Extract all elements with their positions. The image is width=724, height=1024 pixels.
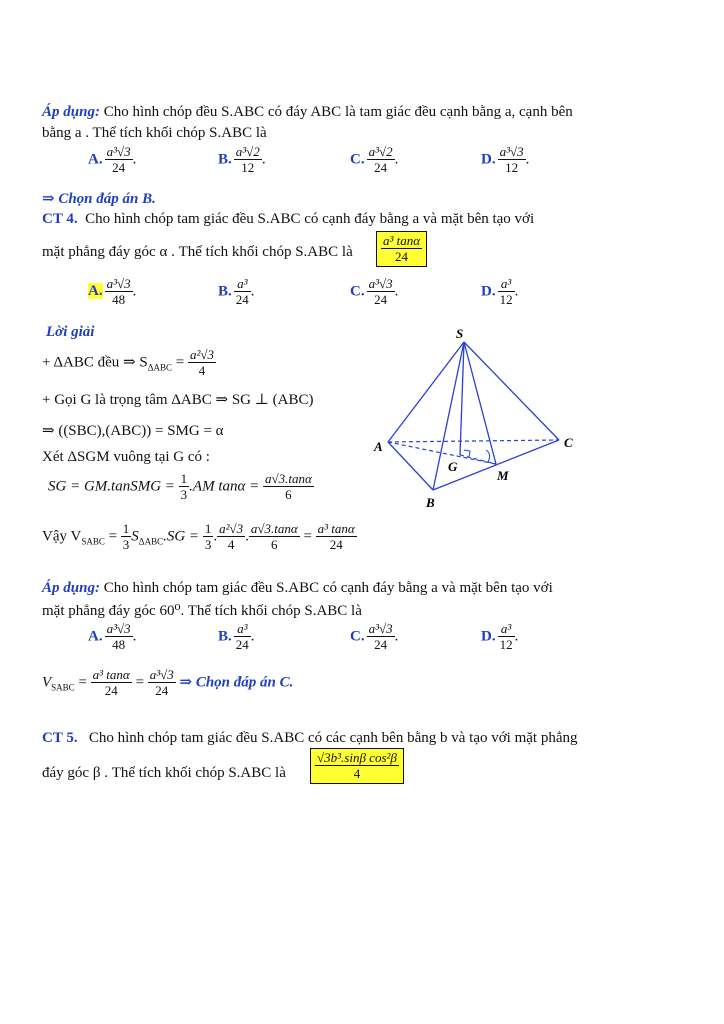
apply2-text-1: Cho hình chóp tam giác đều S.ABC có cạnh đáy bằng a và mặt bên tạo với: [103, 580, 553, 596]
sol-l6-c2: .SG =: [163, 528, 200, 545]
conclusion-1: ⇒ Chọn đáp án B.: [42, 191, 156, 207]
sol-l1-num: a²√3: [189, 347, 215, 362]
sol-l5-d2: 6: [263, 486, 314, 502]
concl2-d2: 24: [148, 682, 176, 698]
angle-arc: [486, 450, 490, 462]
label-S: S: [456, 326, 464, 341]
option-denominator: 24: [367, 159, 395, 175]
option-denominator: 24: [367, 291, 395, 307]
sol-l1-den: 4: [188, 362, 216, 378]
sol-l6-n3: 1: [204, 521, 212, 536]
option-numerator: a³√3: [106, 144, 131, 159]
solution-line-3: ⇒ ((SBC),(ABC)) = SMG = α: [42, 423, 224, 439]
sol-l6-n5: a√3.tanα: [250, 521, 298, 536]
sol-l5-a: SG = GM.tanSMG =: [48, 478, 175, 495]
option-b: [218, 622, 255, 652]
sol-l6-d5: 6: [249, 536, 300, 552]
option-label: C.: [350, 628, 365, 645]
sol-l1-sub: ΔABC: [147, 362, 172, 373]
option-numerator: a³√3: [368, 621, 393, 636]
sol-l6-a: Vậy V: [42, 528, 82, 545]
sol-l6-d4: 4: [217, 536, 245, 552]
ct4-label: CT 4.: [42, 211, 78, 227]
apply2-line-2: mặt phẳng đáy góc 60⁰. Thể tích khối chóp S.ABC là: [42, 603, 362, 619]
ct5-line-2: đáy góc β . Thể tích khối chóp S.ABC là: [42, 765, 286, 781]
solution-line-5: [48, 472, 314, 502]
edge-AC: [388, 440, 559, 442]
option-numerator: a³√2: [368, 144, 393, 159]
option-label: A.: [88, 628, 103, 645]
apply-text-1: Cho hình chóp đều S.ABC có đáy ABC là tam giác đều cạnh bằng a, cạnh bên: [103, 104, 573, 120]
concl2-n2: a³√3: [149, 667, 174, 682]
option-denominator: 24: [235, 292, 249, 307]
option-label: A.: [88, 151, 103, 168]
option-numerator: a³√3: [106, 621, 131, 636]
option-label: B.: [218, 283, 232, 300]
option-a: [88, 277, 136, 307]
option-period: .: [514, 628, 519, 645]
apply2-tag: Áp dụng:: [42, 580, 100, 596]
ct4-formula-num: a³ tanα: [383, 233, 421, 248]
option-period: .: [250, 628, 255, 645]
sol-l5-d: 3: [180, 487, 188, 502]
label-C: C: [564, 435, 573, 450]
option-denominator: 48: [105, 291, 133, 307]
option-denominator: 12: [234, 159, 262, 175]
concl2-V: V: [42, 674, 52, 691]
option-d: [481, 622, 518, 652]
option-c: [350, 277, 398, 307]
option-period: .: [250, 283, 255, 300]
sol-l6-d1: 3: [122, 537, 130, 552]
option-period: .: [132, 628, 137, 645]
sol-l6-sub2: ΔABC: [138, 536, 164, 547]
ct5-text-1: Cho hình chóp tam giác đều S.ABC có các cạnh bên bằng b và tạo với mặt phẳng: [88, 730, 578, 746]
concl2-d1: 24: [91, 682, 132, 698]
option-numerator: a³: [237, 621, 248, 636]
option-d: [481, 277, 518, 307]
sol-l6-n1: 1: [122, 521, 130, 536]
sol-l6-b: =: [104, 528, 118, 545]
apply2-line-1: [42, 580, 553, 597]
apply-line-1: [42, 104, 573, 121]
sol-l6-sub: SABC: [81, 536, 105, 547]
option-a: [88, 145, 136, 175]
ct4-text-1: Cho hình chóp tam giác đều S.ABC có cạnh đáy bằng a và mặt bên tạo với: [85, 211, 535, 227]
concl2-eq2: =: [135, 674, 144, 691]
option-denominator: 12: [498, 159, 526, 175]
ct4-line-1: [42, 211, 534, 228]
label-A: A: [374, 439, 383, 454]
option-denominator: 24: [105, 159, 133, 175]
option-denominator: 48: [105, 636, 133, 652]
option-label: D.: [481, 628, 496, 645]
option-period: .: [514, 283, 519, 300]
sol-l5-n: 1: [180, 471, 188, 486]
label-M: M: [497, 468, 509, 483]
concl2-sub: SABC: [51, 682, 75, 693]
option-numerator: a³: [500, 621, 512, 636]
solution-line-6: Vậy $V_{SABC}$ = $\frac{1}{3}$ $S_{\Delta ABC}.SG$ = $\frac{1}{3}$ . $\frac{\text{a²√3}}{4}$ . $\frac{a√3.\tan\alpha}{6}$ = $\frac{\text{a³ tanα}}{24}$: [42, 521, 355, 552]
option-period: .: [394, 283, 399, 300]
option-d: [481, 145, 529, 175]
ct5-line-1: [42, 730, 577, 747]
ct5-label: CT 5.: [42, 730, 78, 746]
sol-l6-c: S: [131, 528, 139, 545]
option-numerator: a³√3: [499, 144, 524, 159]
sol-l6-eq: =: [303, 528, 312, 545]
option-period: .: [394, 151, 399, 168]
concl2-text: ⇒ Chọn đáp án C.: [179, 674, 294, 691]
option-label: C.: [350, 283, 365, 300]
option-denominator: 12: [499, 292, 513, 307]
option-period: .: [132, 283, 137, 300]
pyramid-figure: [360, 320, 600, 520]
ct5-formula-den: 4: [315, 765, 399, 781]
edge-SM: [464, 342, 496, 464]
ct4-line-2: mặt phẳng đáy góc α . Thể tích khối chóp S.ABC là: [42, 244, 353, 260]
option-numerator: a³√2: [235, 144, 260, 159]
option-denominator: 24: [367, 636, 395, 652]
apply-line-2: bằng a . Thể tích khối chóp S.ABC là: [42, 125, 267, 141]
option-b: [218, 145, 266, 175]
right-angle-mark: [464, 450, 470, 457]
solution-line-1: [42, 348, 216, 378]
sol-l6-n6: a³ tanα: [317, 521, 355, 536]
option-denominator: 24: [235, 637, 249, 652]
option-period: .: [132, 151, 137, 168]
option-c: [350, 622, 398, 652]
ct5-formula-box: [310, 748, 404, 784]
edge-SC: [464, 342, 559, 440]
solution-line-4: Xét ΔSGM vuông tại G có :: [42, 449, 210, 465]
solution-title: Lời giải: [46, 324, 95, 340]
conclusion-2: [42, 668, 293, 698]
sol-l6-d3: 3: [204, 537, 212, 552]
sol-l6-d6: 24: [316, 536, 357, 552]
sol-l6-n4: a²√3: [219, 521, 244, 536]
ct4-formula-box: [376, 231, 427, 267]
option-b: [218, 277, 255, 307]
option-c: [350, 145, 398, 175]
option-numerator: a³: [500, 276, 512, 291]
option-numerator: a³√3: [106, 276, 131, 291]
ct5-formula-num: √3b³.sinβ cos²β: [317, 750, 397, 765]
option-period: .: [394, 628, 399, 645]
apply-tag: Áp dụng:: [42, 104, 100, 120]
label-B: B: [426, 495, 435, 510]
edge-GM: [460, 455, 496, 464]
sol-l5-n2: a√3.tanα: [264, 471, 312, 486]
sol-l1-eq: =: [172, 354, 185, 371]
ct4-formula-den: 24: [381, 248, 422, 264]
option-numerator: a³√3: [368, 276, 393, 291]
option-numerator: a³: [237, 276, 248, 291]
edge-SA: [388, 342, 464, 442]
concl2-eq: =: [74, 674, 87, 691]
option-label: C.: [350, 151, 365, 168]
option-period: .: [261, 151, 266, 168]
option-label: B.: [218, 628, 232, 645]
sol-l1-prefix: + ΔABC đều ⇒ S: [42, 354, 148, 371]
option-a: [88, 622, 136, 652]
option-period: .: [525, 151, 530, 168]
option-label: D.: [481, 151, 496, 168]
option-label: D.: [481, 283, 496, 300]
option-label: A.: [88, 283, 103, 300]
option-denominator: 12: [499, 637, 513, 652]
concl2-n1: a³ tanα: [92, 667, 130, 682]
label-G: G: [448, 459, 458, 474]
option-label: B.: [218, 151, 232, 168]
solution-line-2: + Gọi G là trọng tâm ΔABC ⇒ SG ⊥ (ABC): [42, 392, 314, 408]
sol-l5-b: .AM tanα =: [189, 478, 260, 495]
